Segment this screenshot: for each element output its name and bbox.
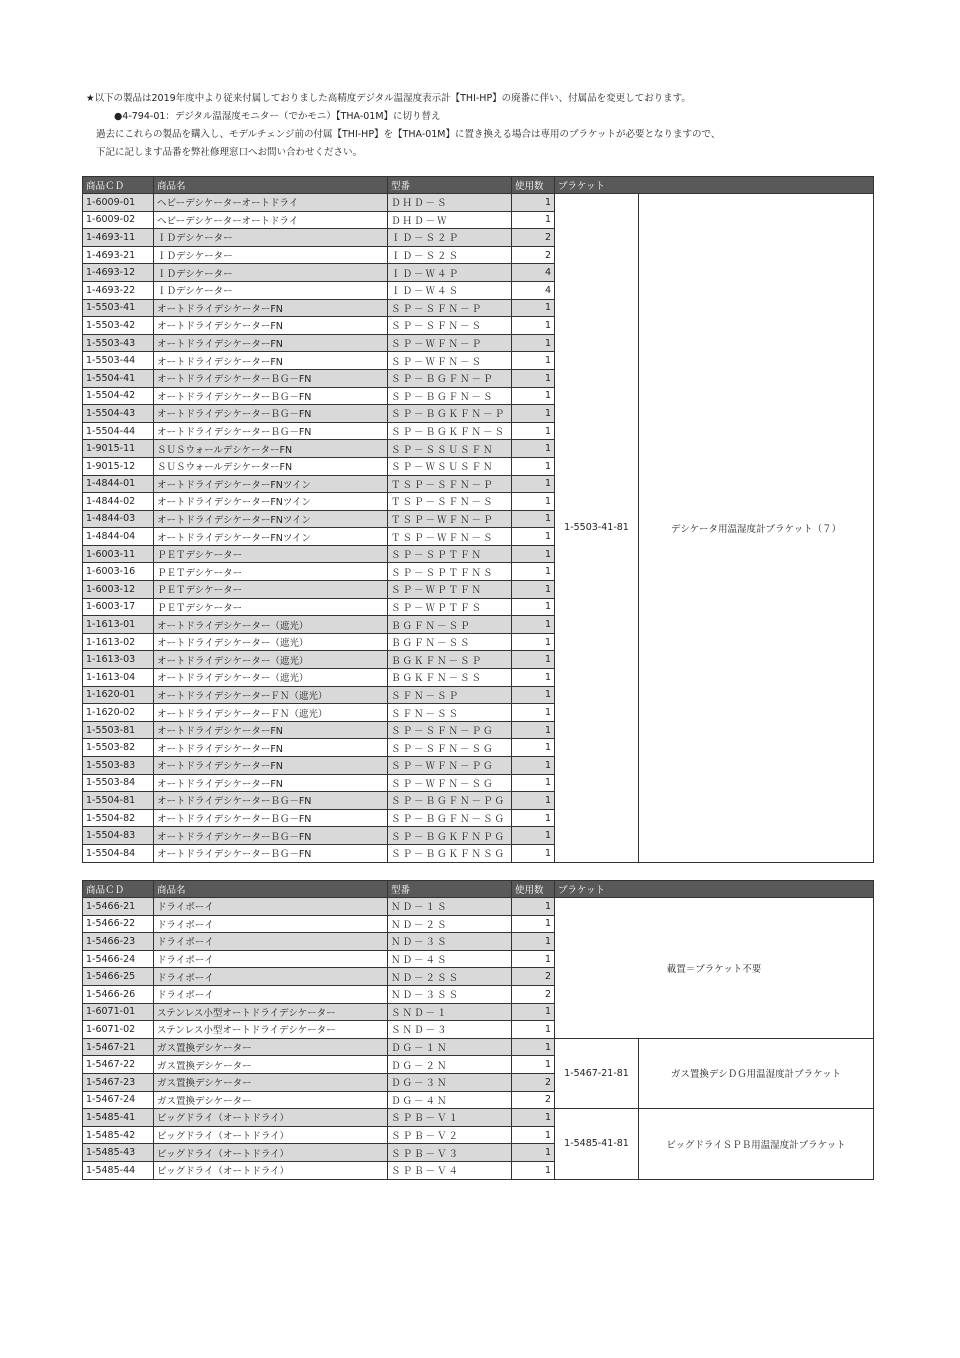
model-number: ＮＤ－２ＳＳ: [388, 968, 512, 986]
model-number: ＳＰ－ＷＦＮ－Ｓ: [388, 352, 512, 370]
model-number: ＳＰ－ＢＧＫＦＮＰＧ: [388, 827, 512, 845]
model-number: ＳＰ－ＢＧＫＦＮＳＧ: [388, 844, 512, 862]
product-name: ＰＥＴデシケーター: [154, 581, 388, 599]
bracket-cd: 1-5503-41-81: [555, 194, 639, 863]
quantity: 1: [512, 633, 555, 651]
model-number: ＤＧ－３Ｎ: [388, 1073, 512, 1091]
header-name: 商品名: [154, 881, 388, 898]
product-cd: 1-9015-12: [83, 457, 154, 475]
product-cd: 1-4693-11: [83, 229, 154, 247]
quantity: 1: [512, 493, 555, 511]
quantity: 2: [512, 229, 555, 247]
model-number: ＴＳＰ－ＳＦＮ－Ｓ: [388, 493, 512, 511]
product-name: ヘビーデシケーターオートドライ: [154, 194, 388, 212]
model-number: ＴＳＰ－ＷＦＮ－Ｓ: [388, 528, 512, 546]
quantity: 1: [512, 721, 555, 739]
product-cd: 1-4693-22: [83, 281, 154, 299]
product-cd: 1-5466-22: [83, 915, 154, 933]
note-line: ●4-794-01：デジタル温湿度モニター（でかモニ）【THA-01M】に切り替え: [114, 111, 441, 122]
quantity: 1: [512, 827, 555, 845]
product-name: オートドライデシケーターFN: [154, 739, 388, 757]
quantity: 1: [512, 545, 555, 563]
table-row: [83, 1038, 874, 1056]
model-number: ＩＤ－Ｓ２Ｐ: [388, 229, 512, 247]
product-name: ＩＤデシケーター: [154, 229, 388, 247]
quantity: 1: [512, 475, 555, 493]
quantity: 1: [512, 1021, 555, 1039]
table-header: [83, 177, 874, 194]
quantity: 1: [512, 739, 555, 757]
model-number: ＤＨＤ－Ｗ: [388, 211, 512, 229]
model-number: ＤＨＤ－Ｓ: [388, 194, 512, 212]
product-name: ＰＥＴデシケーター: [154, 598, 388, 616]
product-name: オートドライデシケーターFN: [154, 352, 388, 370]
product-name: オートドライデシケーターFNツイン: [154, 528, 388, 546]
product-cd: 1-4693-12: [83, 264, 154, 282]
model-number: ＳＰ－ＷＰＴＦＮ: [388, 581, 512, 599]
quantity: 2: [512, 1073, 555, 1091]
product-cd: 1-6003-16: [83, 563, 154, 581]
model-number: ＮＤ－２Ｓ: [388, 915, 512, 933]
product-cd: 1-5485-43: [83, 1144, 154, 1162]
product-name: オートドライデシケーターFN: [154, 299, 388, 317]
product-name: ＩＤデシケーター: [154, 246, 388, 264]
model-number: ＮＤ－１Ｓ: [388, 898, 512, 916]
product-name: ＩＤデシケーター: [154, 264, 388, 282]
model-number: ＳＰ－ＷＦＮ－Ｐ: [388, 334, 512, 352]
model-number: ＴＳＰ－ＷＦＮ－Ｐ: [388, 510, 512, 528]
product-cd: 1-1620-01: [83, 686, 154, 704]
model-number: ＳＰ－ＷＦＮ－ＰＧ: [388, 757, 512, 775]
header-qty: 使用数: [512, 881, 555, 898]
bracket-name: デシケータ用温湿度計ブラケット（７）: [639, 194, 874, 863]
product-name: ビッグドライ（オートドライ）: [154, 1126, 388, 1144]
model-number: ＳＰ－ＷＦＮ－ＳＧ: [388, 774, 512, 792]
header-qty: 使用数: [512, 177, 555, 194]
model-number: ＳＰ－ＢＧＦＮ－ＳＧ: [388, 809, 512, 827]
bracket-cd: 1-5467-21-81: [555, 1038, 639, 1108]
product-name: ＰＥＴデシケーター: [154, 545, 388, 563]
quantity: 1: [512, 844, 555, 862]
product-name: オートドライデシケーターＢＧ－FN: [154, 844, 388, 862]
product-cd: 1-5485-42: [83, 1126, 154, 1144]
model-number: ＳＰ－ＳＳＵＳＦＮ: [388, 440, 512, 458]
product-cd: 1-5466-25: [83, 968, 154, 986]
model-number: ＳＰ－ＳＰＴＦＮ: [388, 545, 512, 563]
quantity: 1: [512, 528, 555, 546]
model-number: ＳＰ－ＢＧＦＮ－ＰＧ: [388, 792, 512, 810]
product-name: ガス置換デシケーター: [154, 1073, 388, 1091]
product-cd: 1-6009-01: [83, 194, 154, 212]
quantity: 1: [512, 616, 555, 634]
model-number: ＳＰＢ－Ｖ３: [388, 1144, 512, 1162]
model-number: ＳＰ－ＳＰＴＦＮＳ: [388, 563, 512, 581]
product-name: ステンレス小型オートドライデシケーター: [154, 1003, 388, 1021]
model-number: ＳＰ－ＳＦＮ－ＳＧ: [388, 739, 512, 757]
product-cd: 1-5467-22: [83, 1056, 154, 1074]
product-cd: 1-6003-17: [83, 598, 154, 616]
bracket-name: ガス置換デシＤＧ用温湿度計ブラケット: [639, 1038, 874, 1108]
product-cd: 1-5466-23: [83, 933, 154, 951]
product-name: オートドライデシケーターFN: [154, 334, 388, 352]
product-cd: 1-5504-41: [83, 369, 154, 387]
bracket-name: ビッグドライＳＰＢ用温湿度計ブラケット: [639, 1109, 874, 1179]
quantity: 1: [512, 915, 555, 933]
quantity: 1: [512, 405, 555, 423]
note-line: ★以下の製品は2019年度中より従来付属しておりました高精度デジタル温湿度表示計【THI-HP】の廃番に伴い、付属品を変更しております。: [86, 93, 691, 104]
quantity: 4: [512, 264, 555, 282]
quantity: 1: [512, 457, 555, 475]
product-cd: 1-5504-43: [83, 405, 154, 423]
product-cd: 1-5466-21: [83, 898, 154, 916]
quantity: 2: [512, 985, 555, 1003]
quantity: 1: [512, 1056, 555, 1074]
quantity: 1: [512, 317, 555, 335]
product-cd: 1-5504-44: [83, 422, 154, 440]
model-number: ＳＰＢ－Ｖ２: [388, 1126, 512, 1144]
product-name: オートドライデシケーター（遮光）: [154, 651, 388, 669]
product-name: オートドライデシケーターＢＧ－FN: [154, 369, 388, 387]
product-name: オートドライデシケーターＢＧ－FN: [154, 792, 388, 810]
product-name: オートドライデシケーター（遮光）: [154, 669, 388, 687]
product-name: ＳＵＳウォールデシケーターFN: [154, 457, 388, 475]
product-name: オートドライデシケーター（遮光）: [154, 616, 388, 634]
header-model: 型番: [388, 881, 512, 898]
model-number: ＳＰ－ＢＧＦＮ－Ｓ: [388, 387, 512, 405]
quantity: 1: [512, 510, 555, 528]
product-name: ドライボーイ: [154, 898, 388, 916]
quantity: 2: [512, 246, 555, 264]
table-row: [83, 898, 874, 916]
model-number: ＢＧＫＦＮ－ＳＰ: [388, 651, 512, 669]
product-cd: 1-5504-81: [83, 792, 154, 810]
product-cd: 1-4844-04: [83, 528, 154, 546]
product-name: オートドライデシケーターＦＮ（遮光）: [154, 686, 388, 704]
model-number: ＳＦＮ－ＳＳ: [388, 704, 512, 722]
quantity: 1: [512, 581, 555, 599]
product-cd: 1-1613-03: [83, 651, 154, 669]
product-cd: 1-5503-42: [83, 317, 154, 335]
model-number: ＴＳＰ－ＳＦＮ－Ｐ: [388, 475, 512, 493]
product-name: オートドライデシケーターＢＧ－FN: [154, 809, 388, 827]
note-line: 過去にこれらの製品を購入し、モデルチェンジ前の付属【THI-HP】を【THA-01M】に置き換える場合は専用のブラケットが必要となりますので、: [96, 129, 721, 140]
model-number: ＳＰ－ＷＳＵＳＦＮ: [388, 457, 512, 475]
quantity: 1: [512, 598, 555, 616]
product-name: ステンレス小型オートドライデシケーター: [154, 1021, 388, 1039]
quantity: 1: [512, 651, 555, 669]
product-name: オートドライデシケーターＢＧ－FN: [154, 405, 388, 423]
quantity: 4: [512, 281, 555, 299]
product-cd: 1-6003-12: [83, 581, 154, 599]
model-number: ＳＮＤ－１: [388, 1003, 512, 1021]
product-name: オートドライデシケーターＢＧ－FN: [154, 422, 388, 440]
header-cd: 商品ＣＤ: [83, 177, 154, 194]
bracket-table-2: [82, 880, 874, 1180]
quantity: 1: [512, 1126, 555, 1144]
quantity: 1: [512, 194, 555, 212]
model-number: ＳＰ－ＳＦＮ－Ｓ: [388, 317, 512, 335]
header-bracket: ブラケット: [555, 881, 874, 898]
model-number: ＢＧＫＦＮ－ＳＳ: [388, 669, 512, 687]
product-cd: 1-1613-04: [83, 669, 154, 687]
model-number: ＮＤ－４Ｓ: [388, 950, 512, 968]
quantity: 1: [512, 369, 555, 387]
quantity: 1: [512, 1003, 555, 1021]
quantity: 1: [512, 933, 555, 951]
product-name: ドライボーイ: [154, 915, 388, 933]
product-cd: 1-6009-02: [83, 211, 154, 229]
product-name: ビッグドライ（オートドライ）: [154, 1109, 388, 1127]
bracket-cd: 1-5485-41-81: [555, 1109, 639, 1179]
quantity: 1: [512, 774, 555, 792]
model-number: ＳＦＮ－ＳＰ: [388, 686, 512, 704]
quantity: 1: [512, 422, 555, 440]
header-model: 型番: [388, 177, 512, 194]
model-number: ＳＮＤ－３: [388, 1021, 512, 1039]
product-cd: 1-5503-43: [83, 334, 154, 352]
quantity: 1: [512, 669, 555, 687]
product-name: オートドライデシケーターFNツイン: [154, 493, 388, 511]
product-name: ドライボーイ: [154, 985, 388, 1003]
product-cd: 1-5504-42: [83, 387, 154, 405]
product-name: オートドライデシケーターFN: [154, 317, 388, 335]
product-cd: 1-5503-82: [83, 739, 154, 757]
product-name: オートドライデシケーターFNツイン: [154, 510, 388, 528]
product-name: ガス置換デシケーター: [154, 1091, 388, 1109]
model-number: ＮＤ－３Ｓ: [388, 933, 512, 951]
product-name: ドライボーイ: [154, 968, 388, 986]
product-cd: 1-5466-24: [83, 950, 154, 968]
product-cd: 1-6003-11: [83, 545, 154, 563]
model-number: ＤＧ－２Ｎ: [388, 1056, 512, 1074]
product-name: オートドライデシケーターFN: [154, 774, 388, 792]
product-cd: 1-5466-26: [83, 985, 154, 1003]
product-name: ビッグドライ（オートドライ）: [154, 1144, 388, 1162]
quantity: 2: [512, 1091, 555, 1109]
product-cd: 1-5485-44: [83, 1161, 154, 1179]
product-name: ドライボーイ: [154, 950, 388, 968]
product-name: ドライボーイ: [154, 933, 388, 951]
model-number: ＳＰ－ＳＦＮ－Ｐ: [388, 299, 512, 317]
bracket-note: 載置＝ブラケット不要: [555, 898, 874, 1039]
product-name: ＰＥＴデシケーター: [154, 563, 388, 581]
table-header: [83, 881, 874, 898]
product-name: オートドライデシケーターＢＧ－FN: [154, 827, 388, 845]
quantity: 1: [512, 387, 555, 405]
quantity: 1: [512, 299, 555, 317]
product-cd: 1-5503-84: [83, 774, 154, 792]
quantity: 1: [512, 1038, 555, 1056]
product-name: ガス置換デシケーター: [154, 1038, 388, 1056]
header-cd: 商品ＣＤ: [83, 881, 154, 898]
product-name: ヘビーデシケーターオートドライ: [154, 211, 388, 229]
table-row: [83, 1109, 874, 1127]
product-cd: 1-4844-03: [83, 510, 154, 528]
model-number: ＩＤ－Ｗ４Ｐ: [388, 264, 512, 282]
product-cd: 1-5504-83: [83, 827, 154, 845]
quantity: 1: [512, 757, 555, 775]
product-cd: 1-5503-81: [83, 721, 154, 739]
product-cd: 1-5504-82: [83, 809, 154, 827]
model-number: ＤＧ－１Ｎ: [388, 1038, 512, 1056]
model-number: ＳＰ－ＳＦＮ－ＰＧ: [388, 721, 512, 739]
product-cd: 1-5467-21: [83, 1038, 154, 1056]
quantity: 2: [512, 968, 555, 986]
quantity: 1: [512, 686, 555, 704]
header-bracket: ブラケット: [555, 177, 874, 194]
quantity: 1: [512, 352, 555, 370]
product-name: ガス置換デシケーター: [154, 1056, 388, 1074]
product-name: オートドライデシケーターFNツイン: [154, 475, 388, 493]
model-number: ＳＰ－ＢＧＫＦＮ－Ｐ: [388, 405, 512, 423]
bracket-table-1: [82, 176, 874, 863]
product-cd: 1-5504-84: [83, 844, 154, 862]
product-cd: 1-1613-02: [83, 633, 154, 651]
product-cd: 1-1620-02: [83, 704, 154, 722]
model-number: ＳＰ－ＢＧＫＦＮ－Ｓ: [388, 422, 512, 440]
model-number: ＳＰ－ＢＧＦＮ－Ｐ: [388, 369, 512, 387]
quantity: 1: [512, 704, 555, 722]
model-number: ＢＧＦＮ－ＳＰ: [388, 616, 512, 634]
quantity: 1: [512, 1109, 555, 1127]
product-name: オートドライデシケーターFN: [154, 757, 388, 775]
notes: [86, 90, 720, 162]
quantity: 1: [512, 334, 555, 352]
product-name: オートドライデシケーターＦＮ（遮光）: [154, 704, 388, 722]
product-cd: 1-4844-02: [83, 493, 154, 511]
table-row: [83, 194, 874, 212]
model-number: ＳＰＢ－Ｖ１: [388, 1109, 512, 1127]
quantity: 1: [512, 809, 555, 827]
quantity: 1: [512, 440, 555, 458]
header-name: 商品名: [154, 177, 388, 194]
product-cd: 1-4693-21: [83, 246, 154, 264]
quantity: 1: [512, 1144, 555, 1162]
quantity: 1: [512, 792, 555, 810]
product-cd: 1-5503-83: [83, 757, 154, 775]
product-name: ＳＵＳウォールデシケーターFN: [154, 440, 388, 458]
product-name: オートドライデシケーターFN: [154, 721, 388, 739]
quantity: 1: [512, 563, 555, 581]
product-cd: 1-5467-23: [83, 1073, 154, 1091]
product-cd: 1-5503-44: [83, 352, 154, 370]
product-cd: 1-6071-02: [83, 1021, 154, 1039]
product-name: オートドライデシケーター（遮光）: [154, 633, 388, 651]
product-name: ＩＤデシケーター: [154, 281, 388, 299]
product-cd: 1-5467-24: [83, 1091, 154, 1109]
note-line: 下記に記します品番を弊社修理窓口へお問い合わせください。: [96, 147, 363, 158]
product-cd: 1-1613-01: [83, 616, 154, 634]
product-name: オートドライデシケーターＢＧ－FN: [154, 387, 388, 405]
quantity: 1: [512, 898, 555, 916]
product-cd: 1-5485-41: [83, 1109, 154, 1127]
quantity: 1: [512, 950, 555, 968]
model-number: ＳＰＢ－Ｖ４: [388, 1161, 512, 1179]
model-number: ＮＤ－３ＳＳ: [388, 985, 512, 1003]
model-number: ＤＧ－４Ｎ: [388, 1091, 512, 1109]
model-number: ＩＤ－Ｓ２Ｓ: [388, 246, 512, 264]
model-number: ＳＰ－ＷＰＴＦＳ: [388, 598, 512, 616]
product-cd: 1-6071-01: [83, 1003, 154, 1021]
quantity: 1: [512, 211, 555, 229]
product-cd: 1-5503-41: [83, 299, 154, 317]
quantity: 1: [512, 1161, 555, 1179]
product-cd: 1-4844-01: [83, 475, 154, 493]
product-cd: 1-9015-11: [83, 440, 154, 458]
model-number: ＩＤ－Ｗ４Ｓ: [388, 281, 512, 299]
model-number: ＢＧＦＮ－ＳＳ: [388, 633, 512, 651]
product-name: ビッグドライ（オートドライ）: [154, 1161, 388, 1179]
